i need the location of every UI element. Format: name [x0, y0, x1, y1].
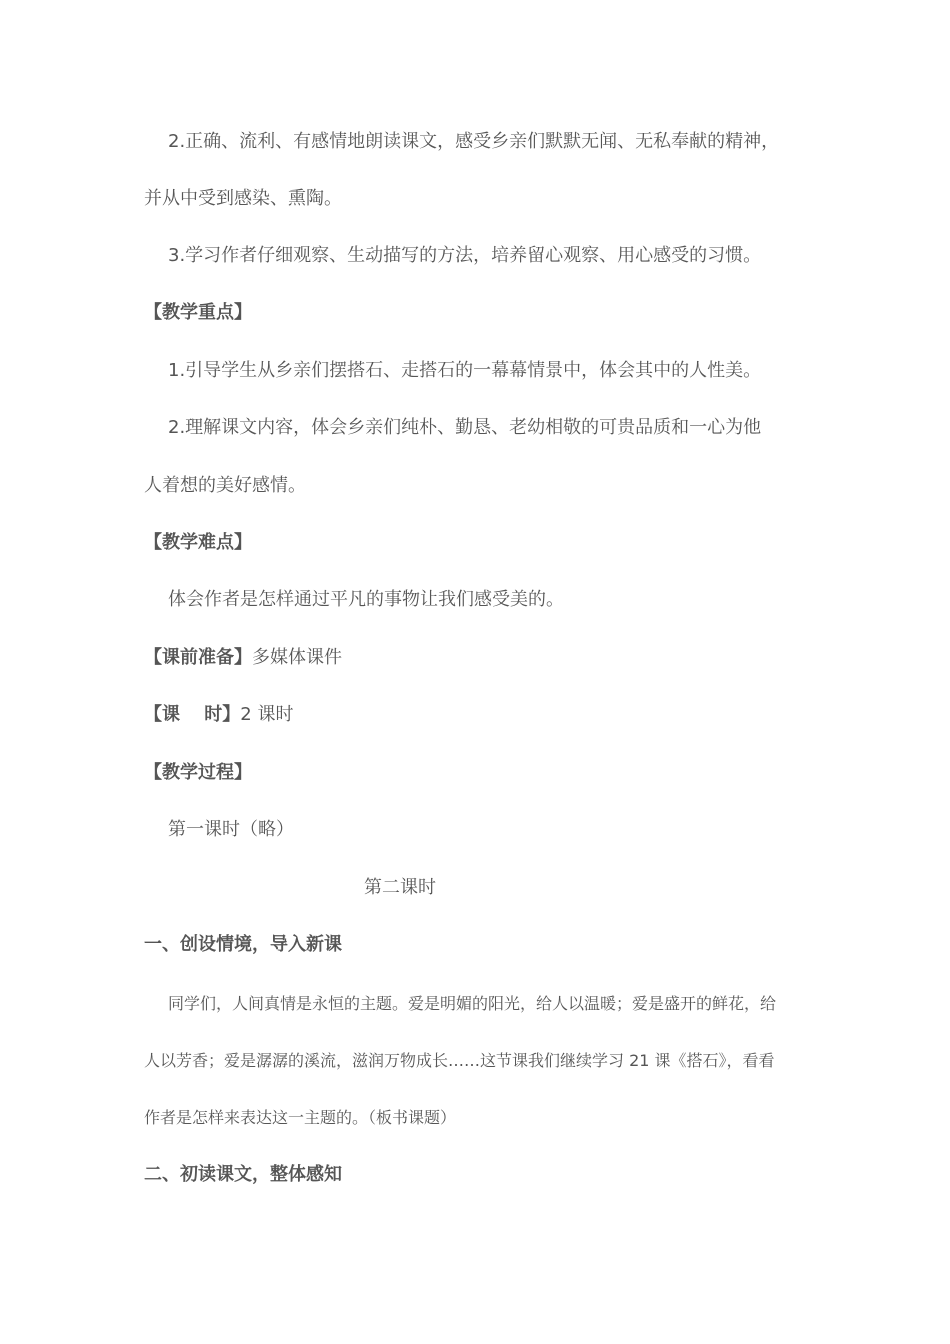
key-point-1: 1.引导学生从乡亲们摆搭石、走搭石的一幕幕情景中，体会其中的人性美。: [168, 360, 762, 381]
preparation-label: 【课前准备】: [144, 647, 252, 668]
key-point-2-line-2: 人着想的美好感情。: [144, 475, 306, 496]
section-1-line-1: 同学们，人间真情是永恒的主题。爱是明媚的阳光，给人以温暖；爱是盛开的鲜花，给: [168, 994, 777, 1013]
process-heading: 【教学过程】: [144, 762, 252, 783]
objective-3: 3.学习作者仔细观察、生动描写的方法，培养留心观察、用心感受的习惯。: [168, 245, 762, 266]
periods-value: 2 课时: [240, 704, 294, 725]
key-points-heading: 【教学重点】: [144, 302, 252, 323]
periods-label: 【课 时】: [144, 704, 241, 725]
section-1-line-2: 人以芳香；爱是潺潺的溪流，滋润万物成长……这节课我们继续学习 21 课《搭石》，看看: [144, 1051, 775, 1070]
periods-row: [144, 703, 814, 727]
second-period-title: 第二课时: [364, 877, 436, 898]
preparation-row: [144, 646, 814, 670]
first-period: 第一课时（略）: [168, 819, 294, 840]
difficulty-heading: 【教学难点】: [144, 532, 252, 553]
section-1-line-3: 作者是怎样来表达这一主题的。（板书课题）: [144, 1108, 457, 1127]
objective-2-line-2: 并从中受到感染、熏陶。: [144, 188, 342, 209]
difficulty-text: 体会作者是怎样通过平凡的事物让我们感受美的。: [168, 589, 564, 610]
section-1-heading: 一、创设情境，导入新课: [144, 934, 342, 955]
objective-2-line-1: 2.正确、流利、有感情地朗读课文，感受乡亲们默默无闻、无私奉献的精神，: [168, 131, 780, 152]
section-2-heading: 二、初读课文，整体感知: [144, 1164, 342, 1185]
preparation-value: 多媒体课件: [252, 647, 342, 668]
key-point-2-line-1: 2.理解课文内容，体会乡亲们纯朴、勤恳、老幼相敬的可贵品质和一心为他: [168, 417, 762, 438]
